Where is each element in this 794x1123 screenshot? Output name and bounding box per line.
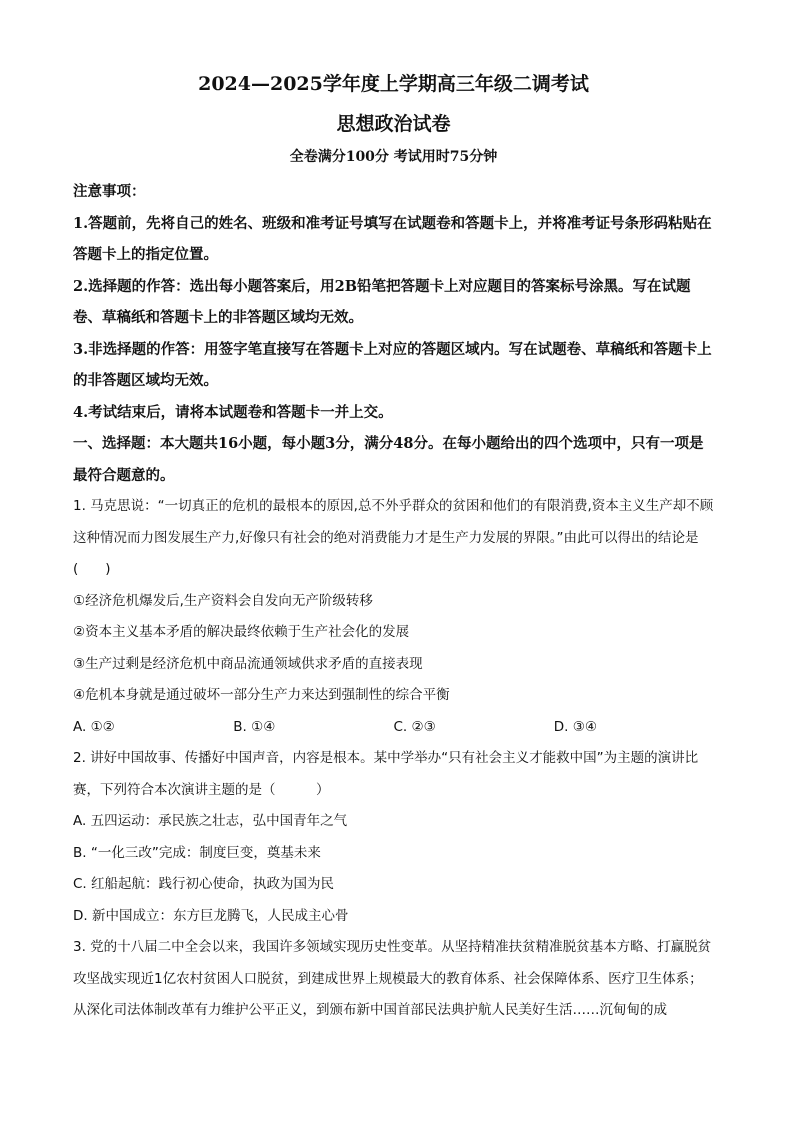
statement-item: ②资本主义基本矛盾的解决最终依赖于生产社会化的发展 <box>73 624 410 640</box>
statement-item: ④危机本身就是通过破坏一部分生产力来达到强制性的综合平衡 <box>73 687 450 703</box>
question-stem: 3. 党的十八届二中全会以来，我国许多领域实现历史性变革。从坚持精准扶贫精准脱贫基本方略、打赢脱贫攻坚战实现近1亿农村贫困人口脱贫，到建成世界上规模最大的教育体系、社会保障体系、医疗卫生体系；从深化司法体制改革有力维护公平正义，到颁布新中国首部民法典护航人民美好生活……沉甸甸的成 <box>73 939 712 1018</box>
answer-options <box>73 712 714 744</box>
notes-item: 2.选择题的作答：选出每小题答案后，用2B铅笔把答题卡上对应题目的答案标号涂黑。写在试题卷、草稿纸和答题卡上的非答题区域均无效。 <box>73 277 691 326</box>
question-stem: 1. 马克思说：“一切真正的危机的最根本的原因,总不外乎群众的贫困和他们的有限消费,资本主义生产却不顾这种情况而力图发展生产力,好像只有社会的绝对消费能力才是生产力发展的界限。”由此可以得出的结论是( ) <box>73 498 714 577</box>
statement-item: ①经济危机爆发后,生产资料会自发向无产阶级转移 <box>73 592 373 609</box>
notes-item: 4.考试结束后，请将本试题卷和答题卡一并上交。 <box>73 403 393 421</box>
option-a: A. ①② <box>73 718 115 735</box>
option-d: D. 新中国成立：东方巨龙腾飞，人民成主心骨 <box>73 907 349 924</box>
notes-heading: 注意事项： <box>73 183 146 200</box>
question-3 <box>73 932 714 1027</box>
option-c: C. 红船起航：践行初心使命，执政为国为民 <box>73 876 335 892</box>
question-2 <box>73 743 714 932</box>
score-time-line: 全卷满分100分 考试用时75分钟 <box>289 149 498 165</box>
notes-item: 1.答题前，先将自己的姓名、班级和准考证号填写在试题卷和答题卡上，并将准考证号条形码粘贴在答题卡上的指定位置。 <box>73 214 712 263</box>
option-d: D. ③④ <box>553 718 597 735</box>
option-b: B. “一化三改”完成：制度巨变，奠基未来 <box>73 844 321 861</box>
notes-item: 3.非选择题的作答：用签字笔直接写在答题卡上对应的答题区域内。写在试题卷、草稿纸和答题卡上的非答题区域均无效。 <box>73 340 712 389</box>
question-stem: 2. 讲好中国故事、传播好中国声音，内容是根本。某中学举办“只有社会主义才能救中国”为主题的演讲比赛，下列符合本次演讲主题的是（ ） <box>73 750 699 798</box>
question-1 <box>73 491 714 743</box>
statement-item: ③生产过剩是经济危机中商品流通领域供求矛盾的直接表现 <box>73 655 423 672</box>
section-heading-choice: 一、选择题：本大题共16小题，每小题3分，满分48分。在每小题给出的四个选项中，只有一项是最符合题意的。 <box>73 435 704 484</box>
option-a: A. 五四运动：承民族之壮志，弘中国青年之气 <box>73 813 348 829</box>
exam-title: 2024—2025学年度上学期高三年级二调考试 <box>198 73 589 95</box>
notes-section <box>73 176 714 428</box>
option-c: C. ②③ <box>393 718 436 735</box>
exam-subtitle: 思想政治试卷 <box>336 113 451 135</box>
option-b: B. ①④ <box>233 718 276 735</box>
